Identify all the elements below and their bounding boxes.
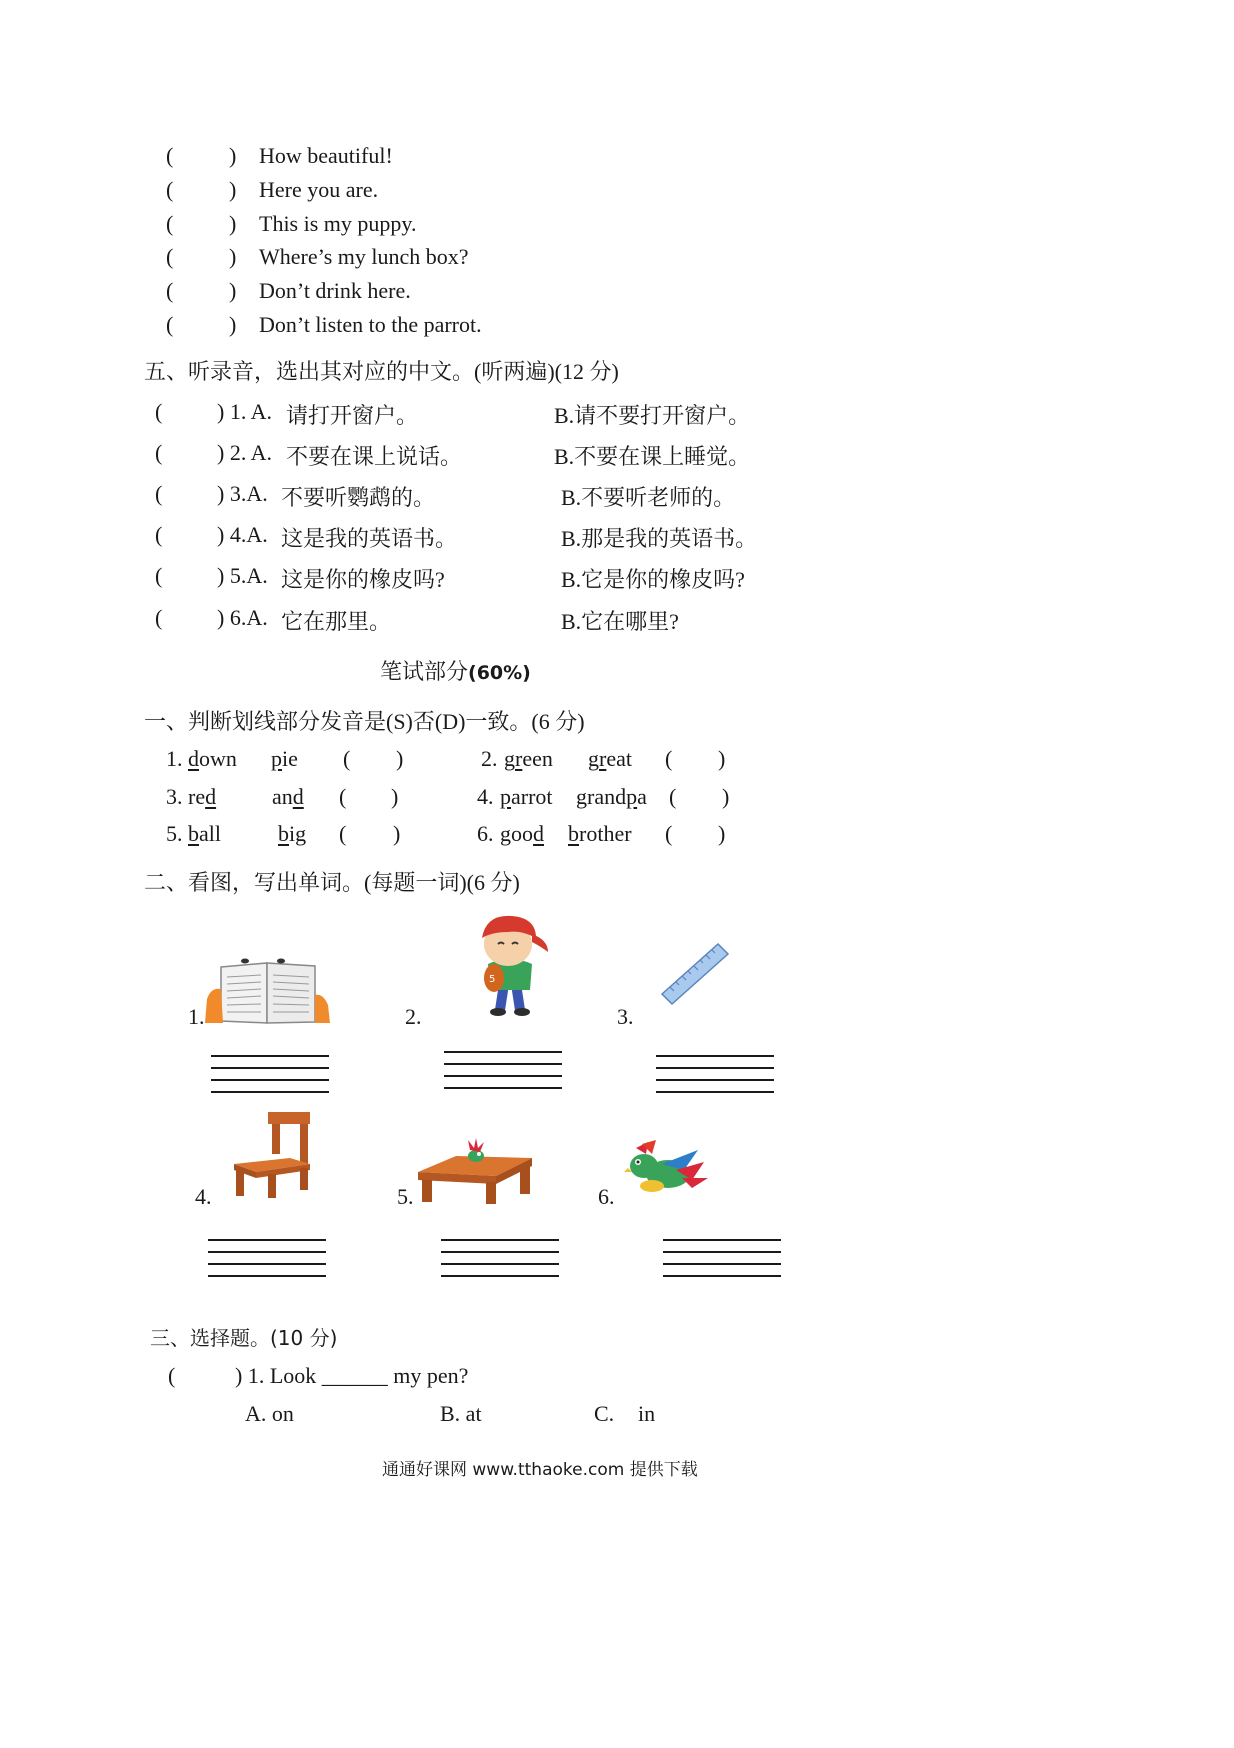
paren-open: ( [155, 522, 163, 547]
section-5-title: 五、听录音，选出其对应的中文。(听两遍)(12 分) [144, 359, 619, 384]
option-a: 不要听鹦鹉的。 [281, 485, 436, 510]
answer-lines[interactable] [444, 1051, 562, 1099]
chair-picture [234, 1110, 314, 1200]
written-percentage: (60%) [468, 662, 531, 684]
paren-close: ) [229, 143, 237, 168]
option-a: 它在那里。 [281, 609, 392, 634]
paren-open: ( [166, 143, 174, 168]
pair-number: 6. [477, 821, 494, 846]
svg-text:5: 5 [489, 974, 496, 985]
paren-open: ( [155, 563, 163, 588]
written-part-heading [380, 655, 531, 686]
option-a: 请打开窗户。 [286, 403, 419, 428]
paren-close: ) [718, 746, 726, 771]
word: parrot [500, 784, 553, 809]
item-number: ) 1. A. [217, 399, 272, 424]
option-c: C. [594, 1401, 615, 1426]
paren-close: ) [229, 244, 237, 269]
word: down [188, 746, 237, 771]
picture-label: 6. [598, 1184, 615, 1209]
listening-sentence: Here you are. [259, 177, 379, 202]
paren-close: ) [229, 211, 237, 236]
answer-lines[interactable] [441, 1239, 559, 1287]
picture-label: 1. [188, 1004, 205, 1029]
paren-open: ( [166, 278, 174, 303]
answer-lines[interactable] [656, 1055, 774, 1103]
paren-open: ( [339, 821, 347, 846]
option-a: A. on [245, 1401, 294, 1426]
picture-label: 4. [195, 1184, 212, 1209]
paren-open: ( [669, 784, 677, 809]
answer-lines[interactable] [663, 1239, 781, 1287]
paren-open: ( [339, 784, 347, 809]
paren-open: ( [665, 821, 673, 846]
item-number: ) 5.A. [217, 563, 268, 588]
written-title: 笔试部分 [380, 659, 469, 684]
word: brother [568, 821, 632, 846]
paren-open: ( [343, 746, 351, 771]
picture-label: 2. [405, 1004, 422, 1029]
desk-picture [416, 1136, 534, 1204]
word: good [500, 821, 544, 846]
paren-open: ( [155, 605, 163, 630]
listening-sentence: Don’t listen to the parrot. [259, 312, 482, 337]
paren-open: ( [166, 211, 174, 236]
option-b: B.请不要打开窗户。 [554, 403, 751, 428]
parrot-picture [622, 1140, 708, 1202]
option-b: B.不要在课上睡觉。 [554, 444, 751, 469]
question-text: ) 1. Look ______ my pen? [235, 1363, 469, 1388]
word: ball [188, 821, 221, 846]
answer-lines[interactable] [211, 1055, 329, 1103]
paren-close: ) [391, 784, 399, 809]
paren-close: ) [393, 821, 401, 846]
paren-open: ( [166, 177, 174, 202]
paren-close: ) [722, 784, 730, 809]
paren-open: ( [155, 399, 163, 424]
option-a: 这是你的橡皮吗? [281, 567, 445, 592]
boy-eating-picture [464, 912, 554, 1020]
paren-open: ( [168, 1363, 176, 1388]
paren-close: ) [229, 312, 237, 337]
listening-sentence: How beautiful! [259, 143, 393, 168]
pair-number: 2. [481, 746, 498, 771]
word: great [588, 746, 632, 771]
paren-close: ) [718, 821, 726, 846]
item-number: ) 4.A. [217, 522, 268, 547]
newspaper-picture [205, 957, 330, 1027]
listening-sentence: Don’t drink here. [259, 278, 411, 303]
paren-open: ( [166, 312, 174, 337]
option-b: B. at [440, 1401, 482, 1426]
item-number: ) 2. A. [217, 440, 272, 465]
item-number: ) 6.A. [217, 605, 268, 630]
pair-number: 3. [166, 784, 183, 809]
word: grandpa [576, 784, 647, 809]
paren-open: ( [155, 440, 163, 465]
word: big [278, 821, 307, 846]
item-number: ) 3.A. [217, 481, 268, 506]
listening-sentence: Where’s my lunch box? [259, 244, 469, 269]
option-a: 这是我的英语书。 [281, 526, 458, 551]
part-3-title: 三、选择题。(10 分) [150, 1326, 338, 1350]
option-c-text: in [638, 1401, 656, 1426]
option-b: B.那是我的英语书。 [561, 526, 758, 551]
answer-lines[interactable] [208, 1239, 326, 1287]
word: pie [271, 746, 298, 771]
part-1-title: 一、判断划线部分发音是(S)否(D)一致。(6 分) [144, 709, 585, 734]
paren-open: ( [665, 746, 673, 771]
part-2-title: 二、看图，写出单词。(每题一词)(6 分) [144, 870, 520, 895]
pair-number: 5. [166, 821, 183, 846]
listening-sentence: This is my puppy. [259, 211, 417, 236]
word: red [188, 784, 217, 809]
option-b: B.它是你的橡皮吗? [561, 567, 745, 592]
ruler-picture [660, 942, 730, 1006]
paren-open: ( [166, 244, 174, 269]
pair-number: 1. [166, 746, 183, 771]
footer-credit: 通通好课网 www.tthaoke.com 提供下载 [382, 1460, 698, 1480]
paren-open: ( [155, 481, 163, 506]
pair-number: 4. [477, 784, 494, 809]
paren-close: ) [396, 746, 404, 771]
word: green [504, 746, 553, 771]
option-b: B.它在哪里? [561, 609, 679, 634]
paren-close: ) [229, 278, 237, 303]
option-a: 不要在课上说话。 [286, 444, 463, 469]
picture-label: 3. [617, 1004, 634, 1029]
option-b: B.不要听老师的。 [561, 485, 736, 510]
word: and [272, 784, 304, 809]
paren-close: ) [229, 177, 237, 202]
picture-label: 5. [397, 1184, 414, 1209]
